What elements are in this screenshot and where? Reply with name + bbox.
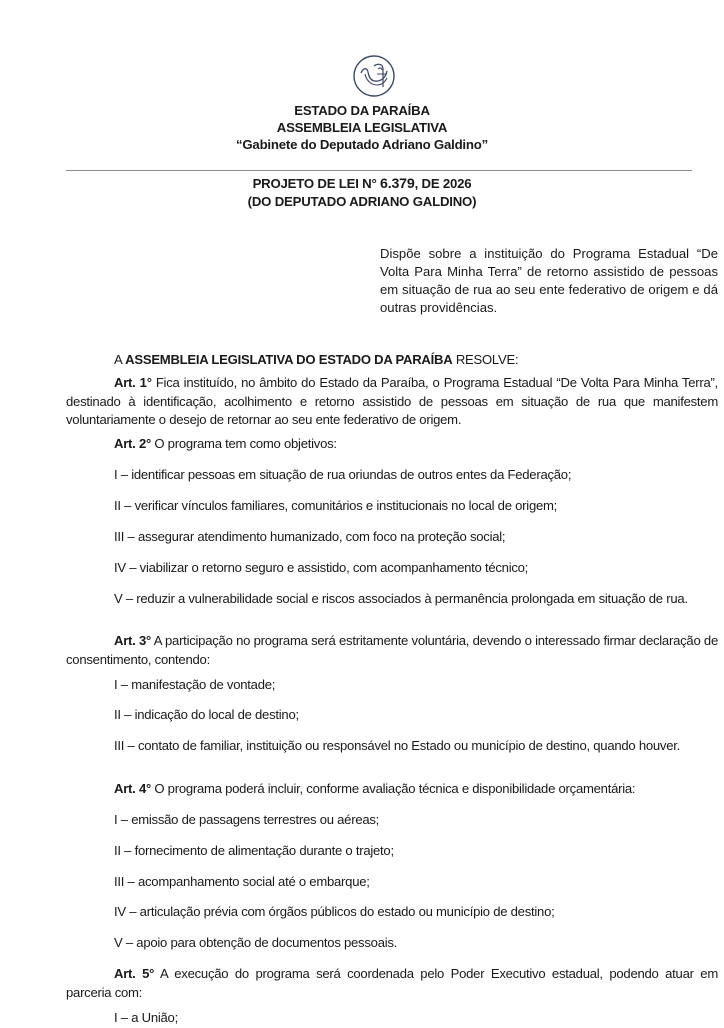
preamble-bold: ASSEMBLEIA LEGISLATIVA DO ESTADO DA PARAÍBA bbox=[125, 352, 453, 367]
article-label: Art. 4° bbox=[114, 781, 151, 796]
list-item: I – manifestação de vontade; bbox=[114, 677, 276, 692]
bill-prefix: PROJETO DE LEI N° bbox=[252, 176, 377, 191]
article-1 bbox=[66, 374, 718, 430]
list-item: II – indicação do local de destino; bbox=[114, 707, 299, 722]
header-divider bbox=[66, 170, 692, 171]
article-text: O programa tem como objetivos: bbox=[154, 436, 337, 451]
article-5 bbox=[66, 965, 718, 1002]
preamble-tail: RESOLVE: bbox=[455, 352, 519, 367]
list-item: I – a União; bbox=[114, 1010, 178, 1025]
list-item: V – apoio para obtenção de documentos pessoais. bbox=[114, 935, 398, 950]
list-item: I – identificar pessoas em situação de rua oriundas de outros entes da Federação; bbox=[114, 467, 572, 482]
article-label: Art. 1° bbox=[114, 375, 152, 390]
list-item: III – contato de familiar, instituição ou responsável no Estado ou município de destino, quando houver. bbox=[114, 738, 681, 753]
assembleia-logo bbox=[352, 54, 396, 98]
institution-heading: ASSEMBLEIA LEGISLATIVA bbox=[276, 120, 448, 135]
article-text: A participação no programa será estritamente voluntária, devendo o interessado firmar declaração de consentimento, contendo: bbox=[66, 633, 718, 667]
article-text: O programa poderá incluir, conforme avaliação técnica e disponibilidade orçamentária: bbox=[154, 781, 636, 796]
list-item: I – emissão de passagens terrestres ou aéreas; bbox=[114, 812, 380, 827]
bill-number: 6.379 bbox=[380, 176, 415, 192]
bill-title bbox=[0, 176, 724, 192]
bill-author: (DO DEPUTADO ADRIANO GALDINO) bbox=[247, 194, 477, 209]
state-heading: ESTADO DA PARAÍBA bbox=[294, 103, 430, 118]
article-4 bbox=[66, 780, 718, 799]
bill-suffix: , DE 2026 bbox=[414, 176, 472, 191]
article-text: A execução do programa será coordenada pelo Poder Executivo estadual, podendo atuar em parceria com: bbox=[66, 966, 718, 1000]
article-text: Fica instituído, no âmbito do Estado da Paraíba, o Programa Estadual “De Volta Para Minha Terra”, destinado à identificação, acolhimento e retorno assistido de pessoas em situação de rua que manifestem voluntariamente o desejo de retornar ao seu ente federativo de origem. bbox=[66, 375, 718, 427]
list-item: IV – articulação prévia com órgãos públicos do estado ou município de destino; bbox=[114, 904, 555, 919]
list-item: IV – viabilizar o retorno seguro e assistido, com acompanhamento técnico; bbox=[114, 560, 529, 575]
list-item: V – reduzir a vulnerabilidade social e riscos associados à permanência prolongada em situação de rua. bbox=[114, 591, 688, 606]
list-item: III – acompanhamento social até o embarque; bbox=[114, 874, 370, 889]
article-label: Art. 3° bbox=[114, 633, 152, 648]
preamble-lead: A bbox=[114, 352, 122, 367]
ementa: Dispõe sobre a instituição do Programa Estadual “De Volta Para Minha Terra” de retorno assistido de pessoas em situação de rua ao seu ente federativo de origem e dá outras providências. bbox=[380, 246, 718, 315]
preamble bbox=[114, 351, 718, 370]
list-item: II – fornecimento de alimentação durante o trajeto; bbox=[114, 843, 394, 858]
article-label: Art. 2° bbox=[114, 436, 151, 451]
list-item: III – assegurar atendimento humanizado, com foco na proteção social; bbox=[114, 529, 506, 544]
article-2 bbox=[66, 435, 718, 454]
office-heading: “Gabinete do Deputado Adriano Galdino” bbox=[235, 137, 488, 152]
list-item: II – verificar vínculos familiares, comunitários e institucionais no local de origem; bbox=[114, 498, 558, 513]
article-3 bbox=[66, 632, 718, 669]
article-label: Art. 5° bbox=[114, 966, 155, 981]
